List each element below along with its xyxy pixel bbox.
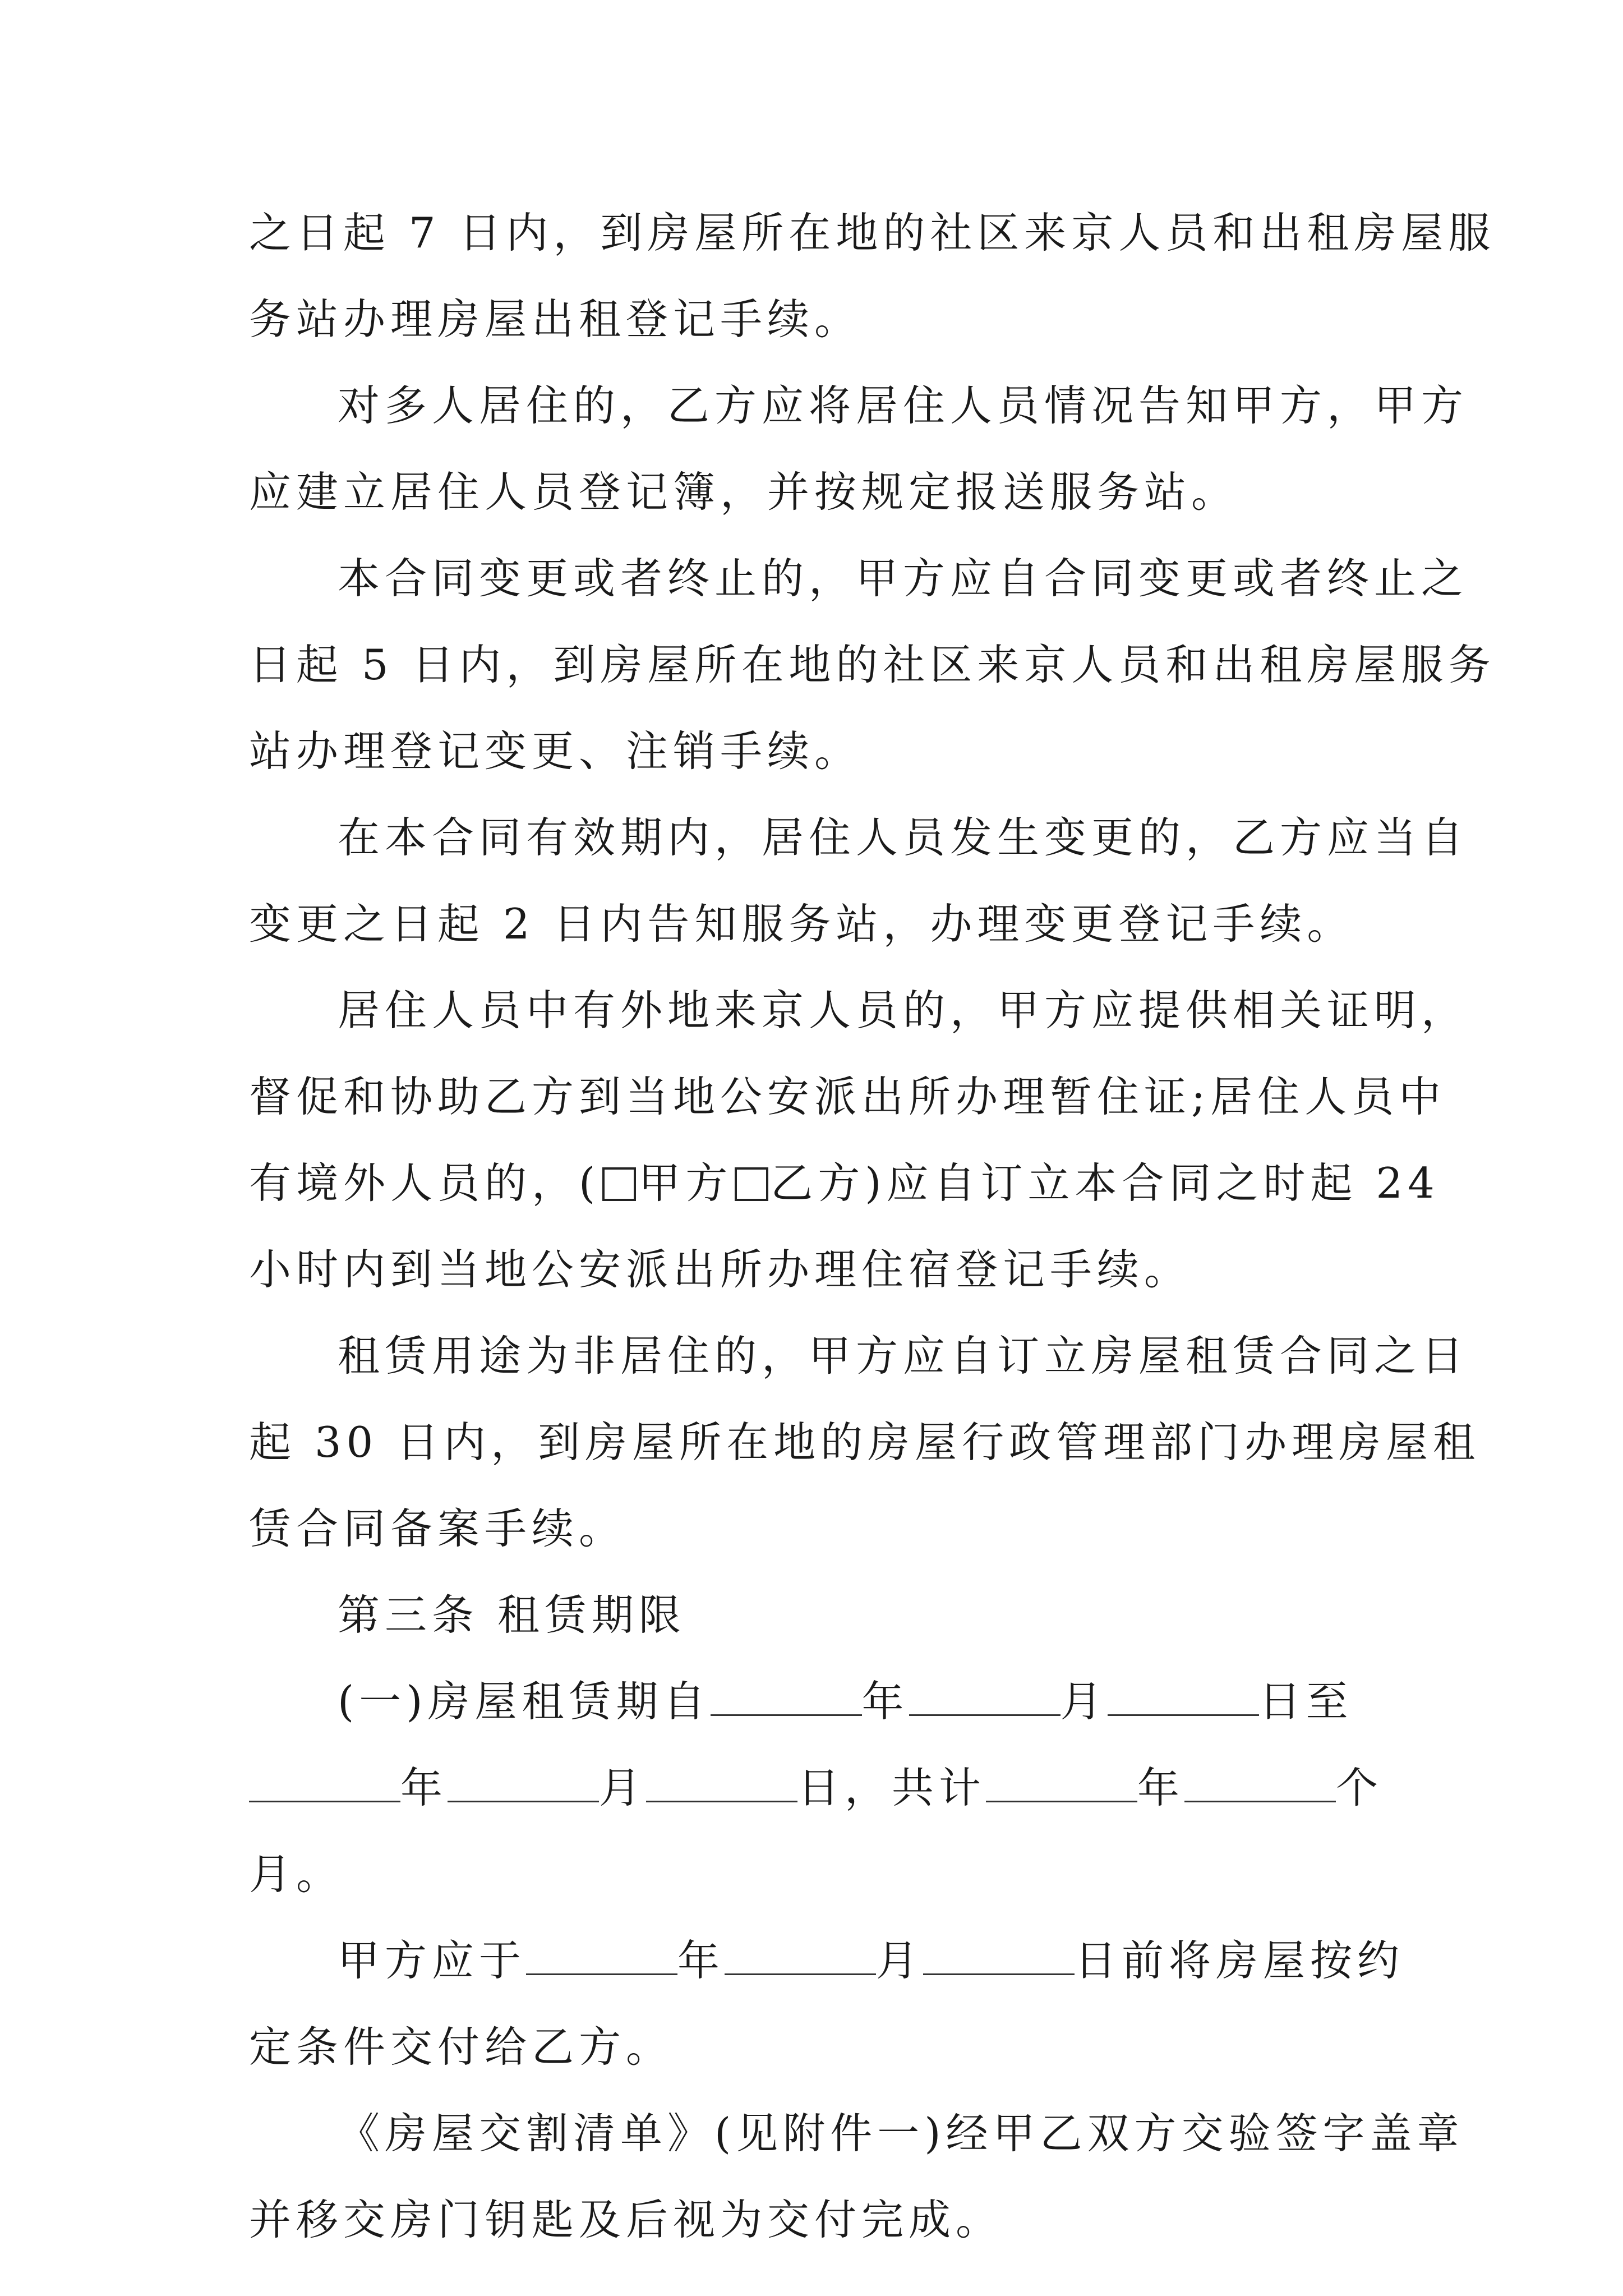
- text-segment: )应自订立本合同之时起 24: [865, 1158, 1440, 1208]
- text-segment: 日，共计: [797, 1763, 986, 1812]
- text-segment: 年: [861, 1677, 909, 1726]
- start-year-blank[interactable]: [711, 1677, 862, 1716]
- lease-term-line-2: [249, 1763, 1382, 1813]
- total-months-blank[interactable]: [1184, 1764, 1336, 1802]
- text-line: 居住人员中有外地来京人员的，甲方应提供相关证明，: [338, 986, 1469, 1035]
- text-segment: 年: [677, 1936, 725, 1985]
- text-line: 日起 5 日内，到房屋所在地的社区来京人员和出租房屋服务: [249, 640, 1496, 689]
- text-line: 租赁用途为非居住的，甲方应自订立房屋租赁合同之日: [338, 1331, 1469, 1381]
- text-segment: 日前将房屋按约: [1075, 1936, 1405, 1985]
- text-segment: 月: [1060, 1677, 1108, 1726]
- text-line: 站办理登记变更、注销手续。: [249, 726, 862, 776]
- checkbox-label-party-a: 甲方: [638, 1158, 733, 1208]
- start-day-blank[interactable]: [1108, 1677, 1259, 1716]
- text-line: 督促和协助乙方到当地公安派出所办理暂住证;居住人员中: [249, 1072, 1446, 1121]
- text-line: 之日起 7 日内，到房屋所在地的社区来京人员和出租房屋服: [249, 208, 1496, 257]
- text-line: 应建立居住人员登记簿，并按规定报送服务站。: [249, 467, 1239, 517]
- checkbox-party-a[interactable]: [602, 1167, 636, 1201]
- text-line: 赁合同备案手续。: [249, 1504, 626, 1553]
- text-segment: 月: [599, 1763, 647, 1812]
- end-year-blank[interactable]: [249, 1764, 400, 1802]
- text-segment: 月: [876, 1936, 924, 1985]
- text-segment: 甲方应于: [338, 1936, 527, 1985]
- text-segment: 个: [1336, 1763, 1384, 1812]
- document-body: [249, 208, 1496, 2281]
- text-line: 对多人居住的，乙方应将居住人员情况告知甲方，甲方: [338, 381, 1469, 430]
- lease-term-line-1: [249, 1676, 1382, 1727]
- text-segment: 年: [400, 1763, 448, 1812]
- checkbox-party-b[interactable]: [735, 1167, 768, 1201]
- text-segment: 日至: [1258, 1677, 1353, 1726]
- text-line: 月。: [249, 1849, 344, 1899]
- text-line: 变更之日起 2 日内告知服务站，办理变更登记手续。: [249, 899, 1354, 949]
- start-month-blank[interactable]: [909, 1677, 1061, 1716]
- end-day-blank[interactable]: [646, 1764, 797, 1802]
- delivery-month-blank[interactable]: [725, 1936, 876, 1975]
- delivery-year-blank[interactable]: [526, 1936, 677, 1975]
- text-line: 《房屋交割清单》(见附件一)经甲乙双方交验签字盖章: [338, 2109, 1464, 2158]
- text-line: 并移交房门钥匙及后视为交付完成。: [249, 2195, 1003, 2244]
- text-line: 小时内到当地公安派出所办理住宿登记手续。: [249, 1245, 1192, 1294]
- text-line: 起 30 日内，到房屋所在地的房屋行政管理部门办理房屋租: [249, 1418, 1481, 1467]
- text-segment: 年: [1137, 1763, 1185, 1812]
- total-years-blank[interactable]: [986, 1764, 1137, 1802]
- text-line: 定条件交付给乙方。: [249, 2022, 674, 2072]
- text-segment: 有境外人员的，(: [249, 1158, 601, 1208]
- text-line: 务站办理房屋出租登记手续。: [249, 295, 862, 344]
- text-line-with-checkboxes: [249, 1158, 1440, 1208]
- article-heading: 第三条 租赁期限: [338, 1590, 686, 1640]
- delivery-line-1: [249, 1935, 1405, 1986]
- checkbox-label-party-b: 乙方: [771, 1158, 865, 1208]
- text-segment: (一)房屋租赁期自: [338, 1677, 711, 1726]
- delivery-day-blank[interactable]: [923, 1936, 1075, 1975]
- end-month-blank[interactable]: [448, 1764, 599, 1802]
- text-line: 本合同变更或者终止的，甲方应自合同变更或者终止之: [338, 554, 1469, 603]
- text-line: 在本合同有效期内，居住人员发生变更的，乙方应当自: [338, 813, 1469, 862]
